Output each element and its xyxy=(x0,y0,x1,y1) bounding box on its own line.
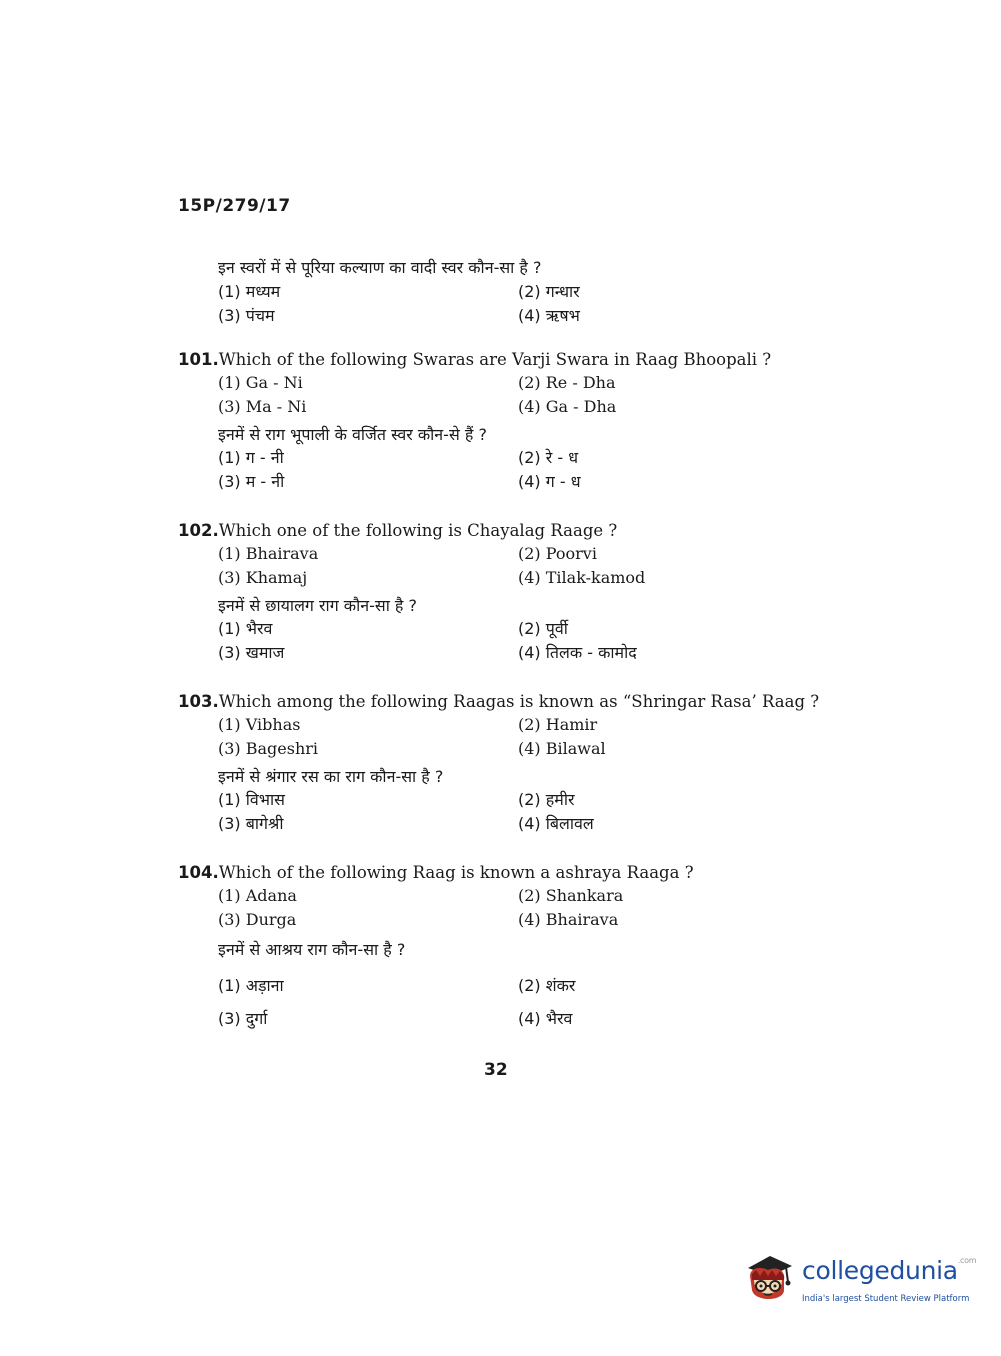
option-2: (2) गन्धार xyxy=(518,282,580,301)
logo-name xyxy=(802,1256,976,1285)
option-1: (1) Ga - Ni xyxy=(218,373,303,392)
logo-suffix: .com xyxy=(957,1256,977,1265)
question-text xyxy=(178,862,858,884)
option-3: (3) बागेश्री xyxy=(218,813,284,833)
question-hindi-text: इनमें से श्रंगार रस का राग कौन-सा है ? xyxy=(218,767,444,786)
option-3: (3) खमाज xyxy=(218,642,285,662)
option-3: (3) दुर्गा xyxy=(218,1009,268,1028)
hindi-options xyxy=(178,617,858,664)
option-1: (1) ग - नी xyxy=(218,448,284,467)
option-1: (1) मध्यम xyxy=(218,282,281,301)
option-4: (4) Bilawal xyxy=(518,738,606,758)
option-4: (4) Bhairava xyxy=(518,909,619,929)
option-4: (4) Ga - Dha xyxy=(518,396,617,416)
question-number: 101. xyxy=(178,350,219,369)
option-4: (4) ऋषभ xyxy=(518,305,580,325)
question-english: Which of the following Swaras are Varji Swara in Raag Bhoopali ? xyxy=(218,350,772,369)
option-1: (1) अड़ाना xyxy=(218,976,284,995)
option-1: (1) Vibhas xyxy=(218,715,301,734)
collegedunia-logo xyxy=(740,1250,977,1314)
option-2: (2) Poorvi xyxy=(518,544,597,563)
question-english: Which one of the following is Chayalag Raage ? xyxy=(218,521,618,540)
english-options xyxy=(178,884,858,931)
option-2: (2) Hamir xyxy=(518,715,598,734)
question-english: Which of the following Raag is known a ashraya Raaga ? xyxy=(218,863,694,882)
option-2: (2) शंकर xyxy=(518,976,576,995)
question-number: 103. xyxy=(178,692,219,711)
question-text xyxy=(178,691,858,713)
option-4: (4) तिलक - कामोद xyxy=(518,642,637,662)
logo-tagline: India's largest Student Review Platform xyxy=(802,1294,970,1304)
hindi-options xyxy=(178,969,858,1035)
question-text xyxy=(178,520,858,542)
question-number: 104. xyxy=(178,863,219,882)
option-1: (1) Bhairava xyxy=(218,544,319,563)
option-3: (3) म - नी xyxy=(218,471,285,491)
mascot-icon xyxy=(740,1250,798,1310)
option-2: (2) पूर्वी xyxy=(518,619,568,638)
option-4: (4) बिलावल xyxy=(518,813,594,833)
question-100-hindi xyxy=(178,255,858,327)
question-text xyxy=(178,349,858,371)
paper-code: 15P/279/17 xyxy=(178,196,291,216)
hindi-options xyxy=(178,280,858,327)
english-options xyxy=(178,542,858,589)
option-4: (4) Tilak-kamod xyxy=(518,567,646,587)
option-3: (3) Khamaj xyxy=(218,567,308,587)
question-hindi-text: इनमें से राग भूपाली के वर्जित स्वर कौन-से हैं ? xyxy=(218,425,487,444)
option-1: (1) Adana xyxy=(218,886,297,905)
option-2: (2) Re - Dha xyxy=(518,373,616,392)
logo-name-text: collegedunia xyxy=(802,1256,958,1285)
question-102 xyxy=(178,520,858,664)
option-3: (3) Durga xyxy=(218,909,297,929)
option-3: (3) पंचम xyxy=(218,305,275,325)
english-options xyxy=(178,713,858,760)
question-104 xyxy=(178,862,858,1035)
option-4: (4) भैरव xyxy=(518,1009,573,1028)
question-hindi-text: इनमें से छायालग राग कौन-सा है ? xyxy=(218,596,418,615)
option-3: (3) Bageshri xyxy=(218,738,319,758)
option-4: (4) ग - ध xyxy=(518,471,581,491)
option-1: (1) भैरव xyxy=(218,619,273,638)
question-101 xyxy=(178,349,858,493)
question-hindi-text: इनमें से आश्रय राग कौन-सा है ? xyxy=(218,940,406,959)
question-103 xyxy=(178,691,858,835)
question-english: Which among the following Raagas is known as “Shringar Rasa’ Raag ? xyxy=(218,692,820,711)
hindi-options xyxy=(178,788,858,835)
option-3: (3) Ma - Ni xyxy=(218,396,307,416)
option-2: (2) Shankara xyxy=(518,886,624,905)
english-options xyxy=(178,371,858,418)
page-number: 32 xyxy=(484,1060,508,1080)
option-1: (1) विभास xyxy=(218,790,285,809)
hindi-options xyxy=(178,446,858,493)
question-hindi-text: इन स्वरों में से पूरिया कल्याण का वादी स्वर कौन-सा है ? xyxy=(218,258,542,277)
option-2: (2) हमीर xyxy=(518,790,575,809)
option-2: (2) रे - ध xyxy=(518,448,579,467)
question-number: 102. xyxy=(178,521,219,540)
